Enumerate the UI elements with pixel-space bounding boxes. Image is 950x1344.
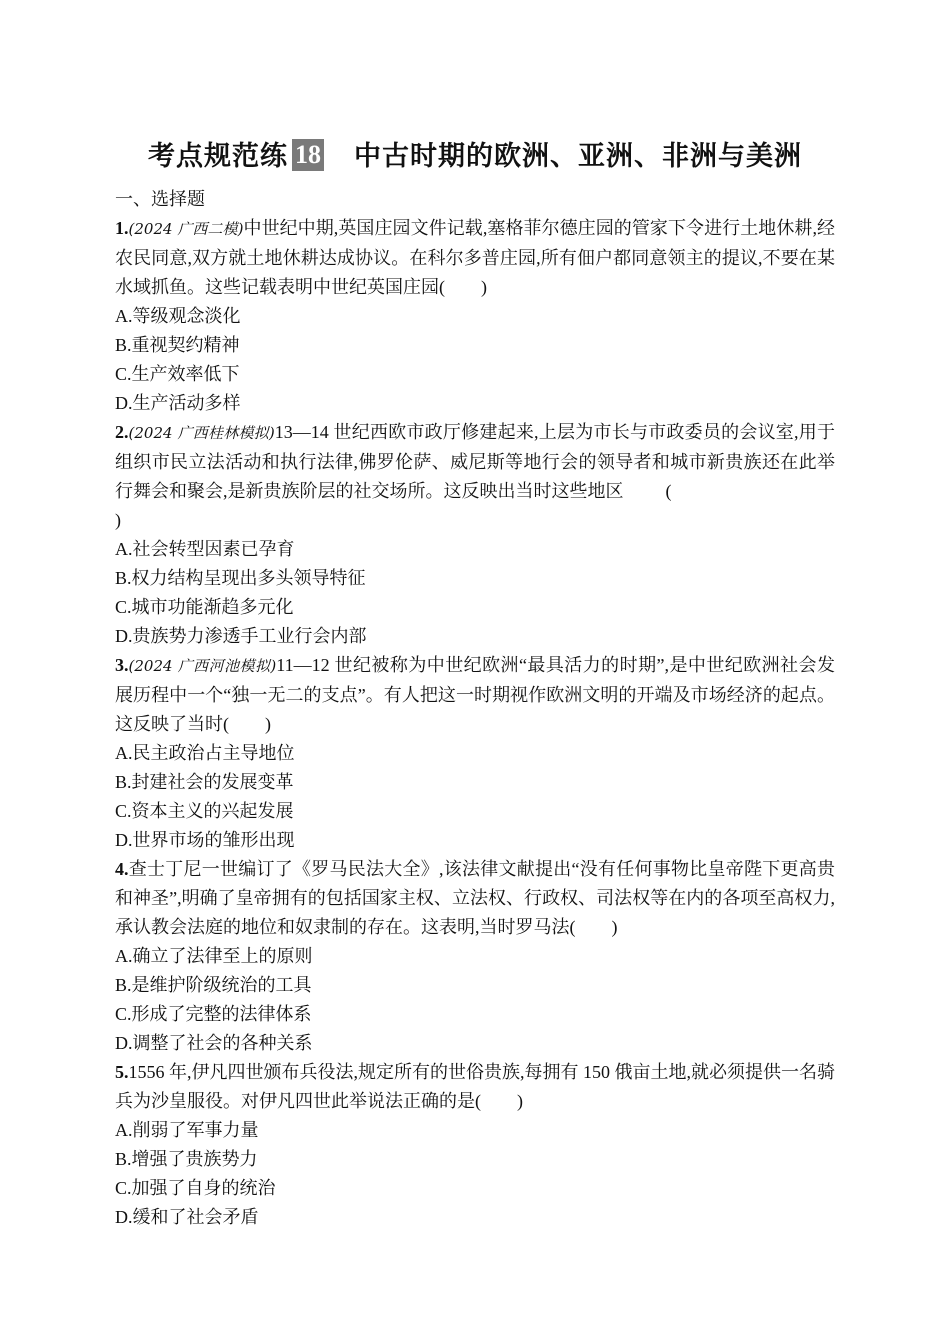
option-a: A.等级观念淡化: [115, 306, 241, 326]
option-d: D.生产活动多样: [115, 393, 241, 413]
question-1: [115, 214, 835, 302]
title-main: 中古时期的欧洲、亚洲、非洲与美洲: [354, 141, 802, 172]
question-5: [115, 1058, 835, 1116]
option-a: A.民主政治占主导地位: [115, 743, 295, 763]
question-4: [115, 855, 835, 942]
section-heading: 一、选择题: [115, 189, 205, 210]
exercise-content: [115, 186, 835, 1232]
question-text: 11—12 世纪被称为中世纪欧洲“最具活力的时期”,是中世纪欧洲社会发展历程中一个“独一无二的支点”。有人把这一时期视作欧洲文明的开端及市场经济的起点。这反映了当时( ): [115, 655, 835, 734]
question-text: 13—14 世纪西欧市政厅修建起来,上层为市长与市政委员的会议室,用于组织市民立法活动和执行法律,佛罗伦萨、威尼斯等地行会的领导者和城市新贵族还在此举行舞会和聚会,是新贵族阶层的社交场所。这反映出当时这些地区: [115, 422, 835, 501]
option-a: A.社会转型因素已孕育: [115, 539, 295, 559]
question-2: [115, 418, 835, 535]
option-c: C.城市功能渐趋多元化: [115, 597, 294, 617]
option-c: C.加强了自身的统治: [115, 1178, 276, 1198]
option-a: A.削弱了军事力量: [115, 1120, 259, 1140]
option-b: B.封建社会的发展变革: [115, 772, 294, 792]
answer-paren-close: ): [115, 510, 121, 530]
title-prefix: 考点规范练: [148, 141, 288, 172]
question-source: (2024 广西河池模拟): [128, 657, 277, 675]
option-d: D.缓和了社会矛盾: [115, 1207, 259, 1227]
option-a: A.确立了法律至上的原则: [115, 946, 313, 966]
title-number-badge: 18: [292, 139, 324, 171]
option-d: D.贵族势力渗透手工业行会内部: [115, 626, 367, 646]
option-d: D.调整了社会的各种关系: [115, 1033, 313, 1053]
answer-paren-open: (: [665, 481, 672, 501]
question-source: (2024 广西二模): [128, 220, 244, 238]
option-c: C.资本主义的兴起发展: [115, 801, 294, 821]
option-c: C.生产效率低下: [115, 364, 240, 384]
option-b: B.是维护阶级统治的工具: [115, 975, 312, 995]
question-number: 4.: [115, 859, 129, 879]
question-number: 1.: [115, 218, 129, 238]
question-number: 5.: [115, 1062, 129, 1082]
question-3: [115, 651, 835, 739]
page-title: [0, 137, 950, 177]
option-d: D.世界市场的雏形出现: [115, 830, 295, 850]
option-b: B.权力结构呈现出多头领导特征: [115, 568, 366, 588]
question-text: 1556 年,伊凡四世颁布兵役法,规定所有的世俗贵族,每拥有 150 俄亩土地,就必须提供一名骑兵为沙皇服役。对伊凡四世此举说法正确的是( ): [115, 1062, 835, 1111]
question-text: 查士丁尼一世编订了《罗马民法大全》,该法律文献提出“没有任何事物比皇帝陛下更高贵和神圣”,明确了皇帝拥有的包括国家主权、立法权、行政权、司法权等在内的各项至高权力,承认教会法庭的地位和奴隶制的存在。这表明,当时罗马法( ): [115, 859, 835, 937]
question-text: 中世纪中期,英国庄园文件记载,塞格菲尔德庄园的管家下令进行土地休耕,经农民同意,双方就土地休耕达成协议。在科尔多普庄园,所有佃户都同意领主的提议,不要在某水域抓鱼。这些记载表明中世纪英国庄园( ): [115, 218, 836, 297]
question-source: (2024 广西桂林模拟): [128, 424, 275, 442]
option-b: B.增强了贵族势力: [115, 1149, 258, 1169]
option-b: B.重视契约精神: [115, 335, 240, 355]
question-number: 3.: [115, 655, 129, 675]
question-number: 2.: [115, 422, 129, 442]
option-c: C.形成了完整的法律体系: [115, 1004, 312, 1024]
